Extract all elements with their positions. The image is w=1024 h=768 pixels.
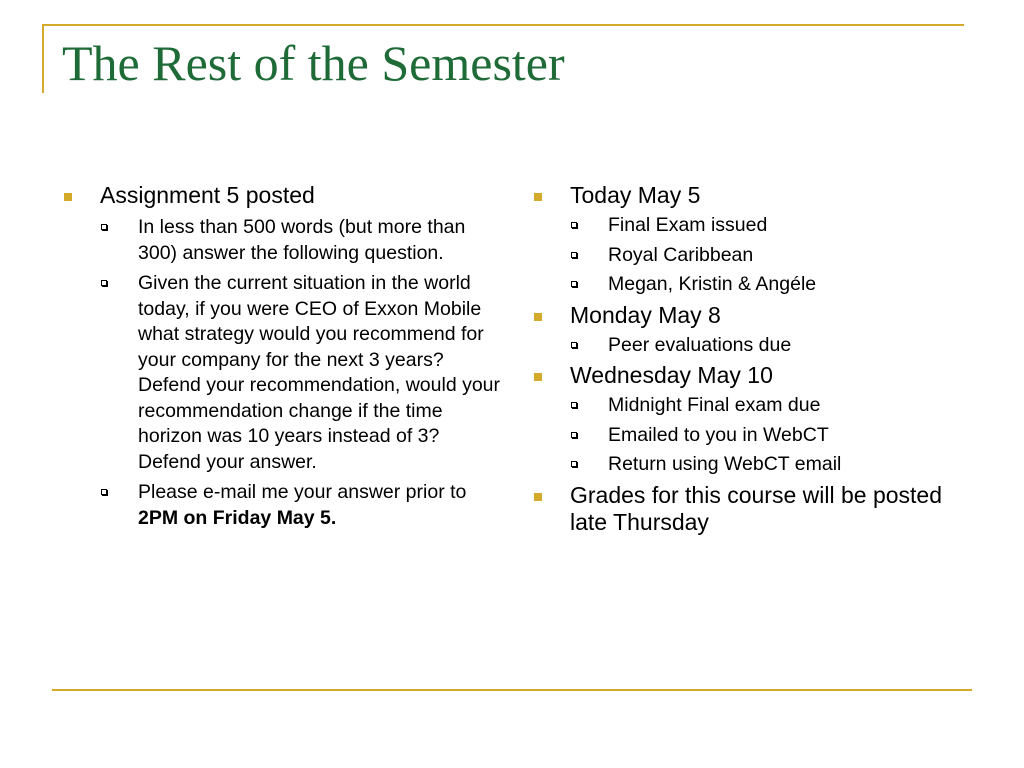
sub-bullet-text: Return using WebCT email <box>608 453 842 475</box>
sub-bullet-list <box>570 213 972 298</box>
sub-bullet-item <box>570 243 972 269</box>
sub-bullet-text: Royal Caribbean <box>608 243 754 266</box>
bullet-item <box>532 182 972 298</box>
sub-bullet-text: Peer evaluations due <box>608 333 792 356</box>
sub-bullet-item <box>100 215 502 266</box>
sub-bullet-text: Emailed to you in WebCT <box>608 423 829 446</box>
sub-bullet-text: Midnight Final exam due <box>608 394 821 416</box>
hollow-square-bullet-icon <box>571 461 577 467</box>
hollow-square-bullet-icon <box>571 432 577 438</box>
sub-bullet-item <box>570 333 972 359</box>
hollow-square-bullet-icon <box>101 224 107 230</box>
sub-bullet-item <box>570 452 972 478</box>
hollow-square-bullet-icon <box>571 281 577 287</box>
slide-title: The Rest of the Semester <box>62 35 565 91</box>
sub-bullet-text: Final Exam issued <box>608 214 768 236</box>
hollow-square-bullet-icon <box>101 280 107 286</box>
sub-bullet-list <box>570 393 972 478</box>
sub-bullet-list <box>570 333 972 359</box>
frame-left-rule <box>42 24 44 93</box>
square-bullet-icon <box>534 313 542 321</box>
sub-bullet-item <box>570 423 972 449</box>
sub-bullet-text: Megan, Kristin & Angéle <box>608 273 817 295</box>
frame-bottom-rule <box>52 689 972 691</box>
hollow-square-bullet-icon <box>571 402 577 408</box>
sub-bullet-text: In less than 500 words (but more than 300) answer the following question. <box>138 216 466 264</box>
left-column <box>62 182 502 536</box>
bullet-text: Grades for this course will be posted late Thursday <box>570 481 943 535</box>
sub-bullet-text: Given the current situation in the world today, if you were CEO of Exxon Mobile what strategy would you recommend for your company for the next 3 years? Defend your recommendation, would your recommendation change if the time horizon was 10 years instead of 3? Defend your answer. <box>138 272 501 473</box>
hollow-square-bullet-icon <box>571 252 577 258</box>
square-bullet-icon <box>534 373 542 381</box>
hollow-square-bullet-icon <box>571 342 577 348</box>
bullet-text: Monday May 8 <box>570 301 721 328</box>
bullet-item <box>532 302 972 359</box>
hollow-square-bullet-icon <box>101 489 107 495</box>
square-bullet-icon <box>534 493 542 501</box>
sub-bullet-item <box>570 272 972 298</box>
sub-bullet-item <box>100 480 502 531</box>
square-bullet-icon <box>534 193 542 201</box>
right-column <box>532 182 972 539</box>
sub-bullet-item <box>570 393 972 419</box>
sub-bullet-text: Please e-mail me your answer prior to <box>138 481 467 503</box>
bullet-item <box>532 362 972 478</box>
bullet-text: Assignment 5 posted <box>100 182 315 208</box>
bullet-item <box>62 182 502 531</box>
sub-bullet-item <box>570 213 972 239</box>
square-bullet-icon <box>64 193 72 201</box>
sub-bullet-item <box>100 271 502 475</box>
bullet-text: Wednesday May 10 <box>570 362 773 388</box>
bullet-item <box>532 482 972 536</box>
sub-bullet-list <box>100 215 502 531</box>
emphasized-deadline: 2PM on Friday May 5. <box>138 506 337 529</box>
bullet-text: Today May 5 <box>570 182 701 208</box>
frame-top-rule <box>42 24 964 26</box>
hollow-square-bullet-icon <box>571 222 577 228</box>
